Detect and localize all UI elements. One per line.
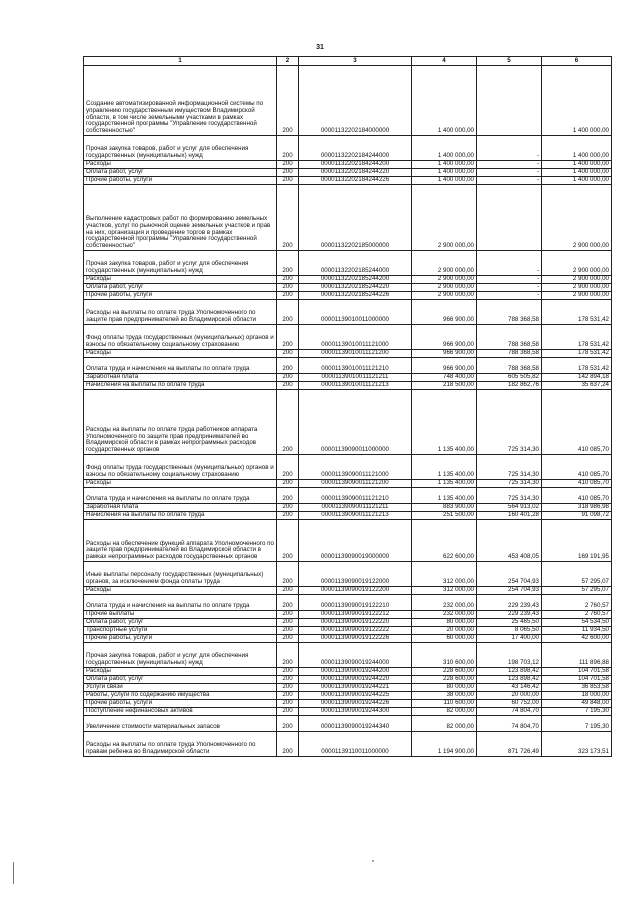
row-value-cell: 1 135 400,00 [412,390,477,455]
row-value-cell: 38 000,00 [412,692,477,700]
row-value-cell: - [477,251,542,276]
row-value-cell: 1 400 000,00 [412,177,477,185]
row-value-cell: - [477,177,542,185]
row-value-cell: 200 [277,374,299,382]
row-value-cell: 1 400 000,00 [542,136,612,161]
row-value-cell: 1 400 000,00 [542,161,612,169]
row-value-cell: 2 900 000,00 [412,284,477,292]
row-value-cell: 410 085,70 [542,488,612,504]
row-value-cell: 00001139090011121000 [299,455,412,480]
row-value-cell: 00001139090019244221 [299,684,412,692]
table-row [84,350,612,358]
table-row [84,676,612,684]
row-value-cell: 200 [277,635,299,643]
row-name-cell: Прочая закупка товаров, работ и услуг для обеспечения государственных (муниципальных) нужд [84,136,277,161]
row-value-cell: 2 900 000,00 [542,276,612,284]
table-row [84,643,612,668]
row-value-cell: 74 804,70 [477,716,542,732]
row-name-cell: Прочие работы, услуги [84,177,277,185]
table-row [84,325,612,350]
row-value-cell: 00001132202185244000 [299,251,412,276]
row-value-cell: 80 000,00 [412,619,477,627]
table-row [84,136,612,161]
column-header: 4 [412,57,477,66]
row-value-cell: 966 900,00 [412,300,477,325]
row-value-cell: 748 400,00 [412,374,477,382]
row-name-cell: Оплата работ, услуг [84,676,277,684]
table-row [84,161,612,169]
row-value-cell: 80 000,00 [412,684,477,692]
table-row [84,512,612,520]
row-value-cell: 00001132202184244200 [299,161,412,169]
row-value-cell: 00001139090011121213 [299,512,412,520]
table-row [84,716,612,732]
row-value-cell: 60 752,00 [477,700,542,708]
table-row [84,292,612,300]
row-value-cell: 123 898,42 [477,668,542,676]
row-value-cell: 200 [277,627,299,635]
column-header-row [84,57,612,66]
table-row [84,504,612,512]
row-name-cell: Начисления на выплаты по оплате труда [84,512,277,520]
row-value-cell: 312 000,00 [412,587,477,595]
row-value-cell: 25 465,50 [477,619,542,627]
budget-table [83,56,612,757]
row-value-cell: 228 600,00 [412,668,477,676]
row-value-cell: 00001139010011000000 [299,300,412,325]
row-value-cell: 00001132202184244226 [299,177,412,185]
row-value-cell: 111 896,88 [542,643,612,668]
scan-dot [372,860,374,862]
row-name-cell: Выполнение кадастровых работ по формированию земельных участков, услуг по рыночной оценке земельных участков и прав на них, организация и проведение торгов в рамках государственной программы "Управление государственной собственностью" [84,185,277,251]
row-name-cell: Расходы [84,350,277,358]
row-value-cell: 605 505,82 [477,374,542,382]
row-value-cell: 36 853,58 [542,684,612,692]
row-value-cell: 200 [277,177,299,185]
row-value-cell: 788 368,58 [477,300,542,325]
row-value-cell: 251 500,00 [412,512,477,520]
row-name-cell: Расходы [84,587,277,595]
column-header: 1 [84,57,277,66]
row-value-cell: - [477,284,542,292]
row-value-cell: 198 703,12 [477,643,542,668]
row-value-cell: 60 000,00 [412,635,477,643]
row-name-cell: Заработная плата [84,504,277,512]
table-row [84,520,612,562]
row-value-cell: 200 [277,455,299,480]
row-value-cell: 200 [277,587,299,595]
row-value-cell: 00001139010011121200 [299,350,412,358]
table-row [84,619,612,627]
table-row [84,708,612,716]
table-row [84,488,612,504]
row-name-cell: Оплата труда и начисления на выплаты по оплате труда [84,488,277,504]
row-name-cell: Расходы на обеспечение функций аппарата Уполномоченного по защите прав предпринимателей во Владимирской области в рамках непрограммных расходов государственных органов [84,520,277,562]
row-value-cell: - [477,292,542,300]
row-name-cell: Расходы на выплаты по оплате труда работников аппарата Уполномоченного по защите прав предпринимателей во Владимирской области в рамках непрограммных расходов государственных органов [84,390,277,455]
row-value-cell: 8 065,50 [477,627,542,635]
row-value-cell: 2 900 000,00 [412,292,477,300]
table-row [84,169,612,177]
row-name-cell: Расходы на выплаты по оплате труда Уполномоченного по правам ребенка во Владимирской области [84,732,277,757]
row-value-cell: 200 [277,390,299,455]
row-value-cell: 17 400,00 [477,635,542,643]
row-value-cell: 00001132202184000000 [299,66,412,136]
row-value-cell: 966 900,00 [412,358,477,374]
row-value-cell: 2 900 000,00 [542,185,612,251]
row-name-cell: Транспортные услуги [84,627,277,635]
row-value-cell: 254 704,93 [477,587,542,595]
row-name-cell: Оплата работ, услуг [84,284,277,292]
row-value-cell: 00001139090019122226 [299,635,412,643]
row-value-cell: 7 195,30 [542,716,612,732]
row-value-cell: 410 085,70 [542,390,612,455]
row-value-cell: 200 [277,480,299,488]
row-value-cell: 200 [277,284,299,292]
row-value-cell: 883 900,00 [412,504,477,512]
row-value-cell: 00001139090019122212 [299,611,412,619]
row-value-cell: 20 000,00 [477,692,542,700]
row-value-cell: 200 [277,716,299,732]
row-value-cell: 00001132202185000000 [299,185,412,251]
row-value-cell: 91 098,72 [542,512,612,520]
row-value-cell: 00001139090019122222 [299,627,412,635]
row-value-cell: 218 500,00 [412,382,477,390]
column-header: 5 [477,57,542,66]
row-value-cell: 200 [277,504,299,512]
row-value-cell: 1 135 400,00 [412,488,477,504]
row-value-cell: 453 408,05 [477,520,542,562]
row-name-cell: Расходы [84,480,277,488]
row-value-cell: 00001139090019244000 [299,643,412,668]
row-value-cell: 00001139090019244200 [299,668,412,676]
row-value-cell: 160 401,28 [477,512,542,520]
table-row [84,455,612,480]
row-name-cell: Расходы на выплаты по оплате труда Уполномоченного по защите прав предпринимателей во Владимирской области [84,300,277,325]
table-row [84,358,612,374]
row-value-cell: 232 000,00 [412,611,477,619]
table-row [84,595,612,611]
row-value-cell: 725 314,30 [477,455,542,480]
row-value-cell: 200 [277,708,299,716]
row-name-cell: Оплата работ, услуг [84,169,277,177]
row-name-cell: Прочие выплаты [84,611,277,619]
table-row [84,684,612,692]
row-value-cell: - [477,169,542,177]
row-value-cell: 00001139090019244300 [299,708,412,716]
row-value-cell: 1 135 400,00 [412,455,477,480]
row-name-cell: Оплата работ, услуг [84,619,277,627]
row-value-cell: 57 295,07 [542,562,612,587]
row-name-cell: Расходы [84,668,277,676]
row-value-cell: 00001132202185244226 [299,292,412,300]
row-name-cell: Оплата труда и начисления на выплаты по оплате труда [84,595,277,611]
row-value-cell: 200 [277,251,299,276]
row-value-cell: - [477,161,542,169]
row-value-cell: 00001132202185244220 [299,284,412,292]
row-value-cell [477,66,542,136]
row-value-cell: 178 531,42 [542,350,612,358]
row-value-cell: 200 [277,700,299,708]
row-value-cell: 200 [277,169,299,177]
row-name-cell: Фонд оплаты труда государственных (муниципальных) органов и взносы по обязательному социальному страхованию [84,325,277,350]
row-value-cell: 82 000,00 [412,716,477,732]
row-value-cell: 200 [277,382,299,390]
row-value-cell: 200 [277,520,299,562]
row-value-cell: 00001139110011000000 [299,732,412,757]
row-value-cell: 1 400 000,00 [542,177,612,185]
row-value-cell: 2 900 000,00 [412,276,477,284]
row-value-cell: 1 400 000,00 [412,136,477,161]
row-name-cell: Иные выплаты персоналу государственных (муниципальных) органов, за исключением фонда оплаты труда [84,562,277,587]
row-value-cell: 43 146,42 [477,684,542,692]
row-value-cell: 00001139010011121211 [299,374,412,382]
row-value-cell: 788 368,58 [477,358,542,374]
row-value-cell: 2 760,57 [542,595,612,611]
row-value-cell: 00001139090011000000 [299,390,412,455]
row-name-cell: Оплата труда и начисления на выплаты по оплате труда [84,358,277,374]
row-value-cell: 410 085,70 [542,455,612,480]
row-value-cell: 229 239,43 [477,595,542,611]
table-row [84,627,612,635]
row-value-cell: 142 894,18 [542,374,612,382]
row-value-cell: 00001139090011121210 [299,488,412,504]
row-value-cell: 110 600,00 [412,700,477,708]
row-value-cell: 2 900 000,00 [412,251,477,276]
row-value-cell: 200 [277,136,299,161]
row-value-cell: 7 195,30 [542,708,612,716]
row-value-cell: 00001132202185244200 [299,276,412,284]
row-value-cell: 00001139090019244225 [299,692,412,700]
row-value-cell: - [477,136,542,161]
row-value-cell: 11 934,50 [542,627,612,635]
row-value-cell: 200 [277,66,299,136]
row-value-cell: 00001139090019000000 [299,520,412,562]
row-value-cell: 1 135 400,00 [412,480,477,488]
table-row [84,692,612,700]
table-row [84,562,612,587]
row-value-cell: 318 986,98 [542,504,612,512]
row-value-cell: 1 400 000,00 [412,161,477,169]
row-value-cell: 200 [277,292,299,300]
table-row [84,284,612,292]
row-value-cell: 00001139010011121210 [299,358,412,374]
row-value-cell: 564 913,02 [477,504,542,512]
row-value-cell: 00001139010011121213 [299,382,412,390]
row-value-cell: 966 900,00 [412,325,477,350]
row-value-cell: 49 848,00 [542,700,612,708]
table-row [84,390,612,455]
row-value-cell: 42 600,00 [542,635,612,643]
page-number: 31 [316,44,324,51]
row-value-cell: 182 862,76 [477,382,542,390]
row-value-cell: 232 000,00 [412,595,477,611]
row-value-cell: 410 085,70 [542,480,612,488]
row-name-cell: Прочая закупка товаров, работ и услуг для обеспечения государственных (муниципальных) нужд [84,251,277,276]
row-value-cell: 725 314,30 [477,390,542,455]
row-value-cell: 200 [277,358,299,374]
table-row [84,480,612,488]
row-value-cell: 200 [277,668,299,676]
row-value-cell: 00001139010011121000 [299,325,412,350]
row-value-cell: 00001139090011121211 [299,504,412,512]
row-value-cell: 312 000,00 [412,562,477,587]
row-name-cell: Поступление нефинансовых активов [84,708,277,716]
row-value-cell: 200 [277,488,299,504]
row-value-cell: 1 194 900,00 [412,732,477,757]
row-name-cell: Прочие работы, услуги [84,635,277,643]
table-row [84,587,612,595]
row-value-cell: 788 368,58 [477,350,542,358]
table-row [84,611,612,619]
row-value-cell: 200 [277,643,299,668]
row-value-cell: 1 400 000,00 [412,66,477,136]
row-value-cell: 229 239,43 [477,611,542,619]
row-name-cell: Увеличение стоимости материальных запасов [84,716,277,732]
row-value-cell: 35 637,24 [542,382,612,390]
row-name-cell: Начисления на выплаты по оплате труда [84,382,277,390]
row-value-cell: 200 [277,732,299,757]
column-header: 3 [299,57,412,66]
table-row [84,668,612,676]
row-value-cell: 00001139090019244226 [299,700,412,708]
row-value-cell: 200 [277,595,299,611]
row-name-cell: Услуги связи [84,684,277,692]
column-header: 2 [277,57,299,66]
row-value-cell: 82 000,00 [412,708,477,716]
row-value-cell: 200 [277,676,299,684]
row-value-cell: 200 [277,512,299,520]
row-value-cell: 20 000,00 [412,627,477,635]
row-value-cell: 178 531,42 [542,300,612,325]
row-name-cell: Заработная плата [84,374,277,382]
row-value-cell: 00001132202184244220 [299,169,412,177]
row-value-cell: 00001139090019244220 [299,676,412,684]
row-value-cell: 104 701,58 [542,676,612,684]
table-row [84,300,612,325]
row-value-cell: 200 [277,185,299,251]
row-name-cell: Прочая закупка товаров, работ и услуг для обеспечения государственных (муниципальных) нужд [84,643,277,668]
row-value-cell: 00001132202184244000 [299,136,412,161]
table-row [84,374,612,382]
row-value-cell: 00001139090019122200 [299,587,412,595]
row-value-cell: 310 600,00 [412,643,477,668]
row-value-cell: 2 900 000,00 [412,185,477,251]
table-row [84,276,612,284]
table-row [84,251,612,276]
row-value-cell: 725 314,30 [477,480,542,488]
row-value-cell: 725 314,30 [477,488,542,504]
row-value-cell: 200 [277,684,299,692]
row-value-cell: 200 [277,562,299,587]
row-value-cell: 2 900 000,00 [542,284,612,292]
row-value-cell: 00001139090019122000 [299,562,412,587]
row-value-cell: - [477,276,542,284]
row-value-cell: 1 400 000,00 [542,66,612,136]
row-value-cell: 123 898,42 [477,676,542,684]
row-value-cell: 178 531,42 [542,358,612,374]
row-name-cell: Фонд оплаты труда государственных (муниципальных) органов и взносы по обязательному социальному страхованию [84,455,277,480]
row-value-cell: 200 [277,325,299,350]
row-value-cell: 18 000,00 [542,692,612,700]
row-value-cell: 1 400 000,00 [542,169,612,177]
row-name-cell: Прочие работы, услуги [84,700,277,708]
row-name-cell: Расходы [84,276,277,284]
table-row [84,177,612,185]
row-value-cell [477,185,542,251]
row-value-cell: 228 600,00 [412,676,477,684]
scan-margin-mark [13,862,14,884]
row-name-cell: Создание автоматизированной информационной системы по управлению государственным имуществом Владимирской области, в том числе земельными участками в рамках государственной программы "Управление государственной собственностью" [84,66,277,136]
row-value-cell: 54 534,50 [542,619,612,627]
row-value-cell: 178 531,42 [542,325,612,350]
row-value-cell: 00001139090019122220 [299,619,412,627]
row-value-cell: 200 [277,161,299,169]
column-header: 6 [542,57,612,66]
row-value-cell: 323 173,51 [542,732,612,757]
row-value-cell: 57 295,07 [542,587,612,595]
row-value-cell: 254 704,93 [477,562,542,587]
row-value-cell: 1 400 000,00 [412,169,477,177]
table-row [84,382,612,390]
table-row [84,635,612,643]
row-value-cell: 788 368,58 [477,325,542,350]
row-value-cell: 200 [277,350,299,358]
table-row [84,185,612,251]
row-value-cell: 200 [277,611,299,619]
table-row [84,66,612,136]
row-value-cell: 200 [277,300,299,325]
row-value-cell: 00001139090011121200 [299,480,412,488]
row-value-cell: 2 760,57 [542,611,612,619]
table-row [84,732,612,757]
row-value-cell: 74 804,70 [477,708,542,716]
row-value-cell: 200 [277,619,299,627]
row-name-cell: Расходы [84,161,277,169]
row-value-cell: 169 191,95 [542,520,612,562]
row-value-cell: 622 600,00 [412,520,477,562]
row-name-cell: Прочие работы, услуги [84,292,277,300]
row-value-cell: 00001139090019244340 [299,716,412,732]
row-value-cell: 871 726,49 [477,732,542,757]
table-row [84,700,612,708]
row-value-cell: 200 [277,692,299,700]
row-value-cell: 200 [277,276,299,284]
row-name-cell: Работы, услуги по содержанию имущества [84,692,277,700]
row-value-cell: 2 900 000,00 [542,292,612,300]
row-value-cell: 104 701,58 [542,668,612,676]
row-value-cell: 2 900 000,00 [542,251,612,276]
row-value-cell: 00001139090019122210 [299,595,412,611]
row-value-cell: 966 900,00 [412,350,477,358]
